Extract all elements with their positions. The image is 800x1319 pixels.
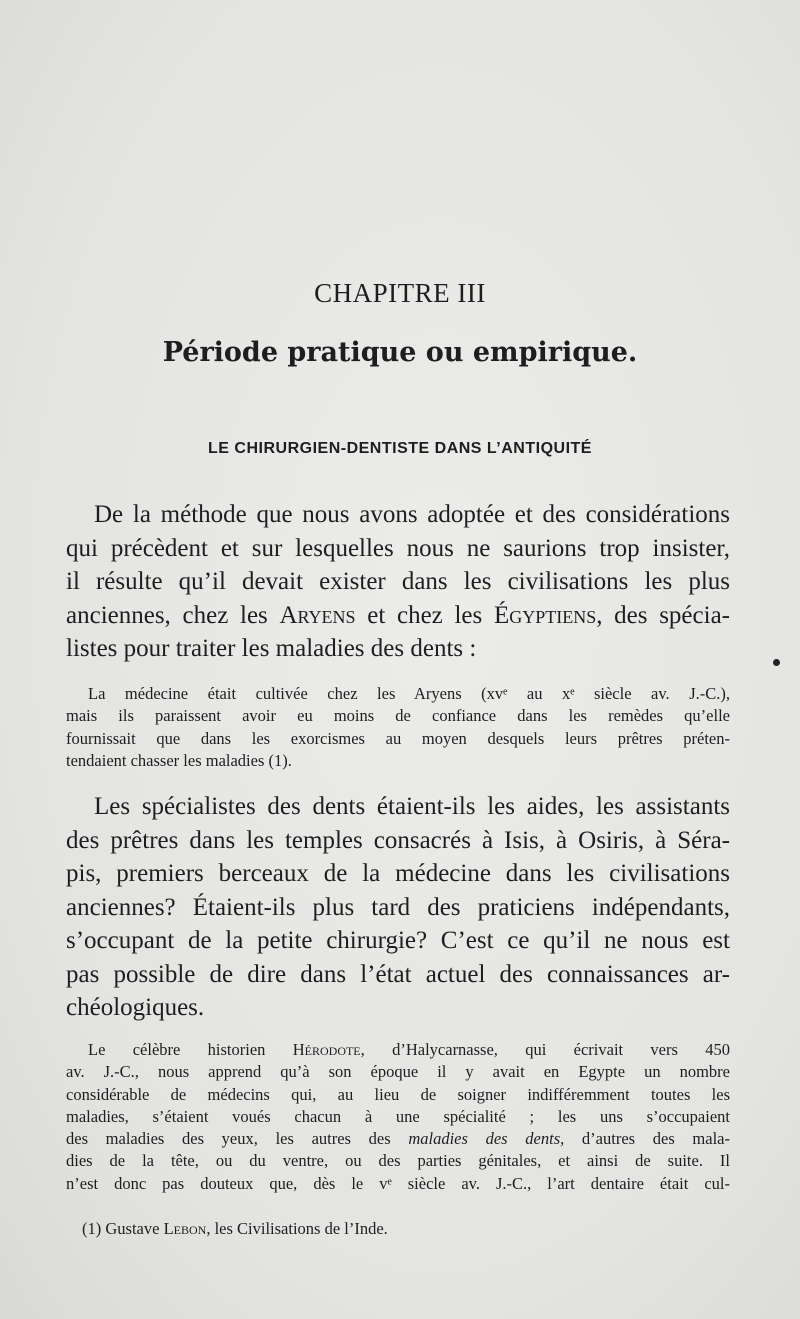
text-run: , les Civilisations de l’Inde.	[206, 1219, 388, 1238]
paragraph-1	[66, 498, 730, 666]
paragraph-line: des prêtres dans les temples consacrés à Isis, à Osiris, à Séra-	[66, 826, 730, 854]
paragraph-4	[66, 1039, 730, 1195]
text-run: d’autres des mala-	[564, 1129, 730, 1149]
paragraph-line: n’est donc pas douteux que, dès le vᵉ siècle av. J.-C., l’art dentaire était cul-	[66, 1173, 730, 1193]
paragraph-line: tendaient chasser les maladies (1).	[66, 750, 292, 770]
paragraph-line: pas possible de dire dans l’état actuel des connaissances ar-	[66, 960, 730, 988]
chapter-title: CHAPITRE III	[314, 278, 486, 308]
paragraph-line: listes pour traiter les maladies des dents :	[66, 635, 477, 662]
text-run: anciennes, chez les	[66, 601, 280, 629]
paragraph-line: mais ils paraissent avoir eu moins de confiance dans les remèdes qu’elle	[66, 706, 730, 726]
paragraph-line	[66, 1128, 730, 1150]
text-run: Le célèbre historien	[88, 1040, 293, 1059]
text-run: (1) Gustave	[82, 1219, 164, 1238]
paragraph-line: fournissait que dans les exorcismes au moyen desquels leurs prêtres préten-	[66, 728, 730, 748]
herodote-name: Hérodote	[292, 1040, 361, 1059]
paragraph-line: dies de la tête, ou du ventre, ou des parties génitales, et ainsi de suite. Il	[66, 1151, 730, 1171]
paragraph-line: anciennes? Étaient-ils plus tard des praticiens indépendants,	[66, 893, 730, 921]
lebon-name: Lebon	[163, 1219, 207, 1238]
paragraph-line: pis, premiers berceaux de la médecine dans les civilisations	[66, 860, 730, 887]
paragraph-line: Les spécialistes des dents étaient-ils les aides, les assistants	[94, 793, 730, 820]
paragraph-line: considérable de médecins qui, au lieu de soigner indifféremment toutes les	[66, 1084, 730, 1104]
period-title: Période pratique ou empirique.	[162, 337, 638, 368]
paragraph-line: maladies, s’étaient voués chacun à une spécialité ; les uns s’occupaient	[66, 1106, 730, 1126]
paragraph-3	[66, 790, 730, 1025]
footnote	[82, 1219, 388, 1239]
text-run: des maladies des yeux, les autres des	[66, 1129, 409, 1149]
text-run: et chez les	[355, 601, 494, 629]
paragraph-2	[66, 683, 730, 772]
margin-dot	[773, 659, 780, 666]
paragraph-line: qui précèdent et sur lesquelles nous ne saurions trop insister,	[66, 534, 730, 562]
paragraph-line	[66, 599, 730, 633]
italic-phrase: maladies des dents,	[408, 1129, 565, 1149]
paragraph-line	[66, 1039, 730, 1061]
paragraph-line: chéologiques.	[66, 994, 205, 1021]
paragraph-line: il résulte qu’il devait exister dans les civilisations les plus	[66, 568, 730, 595]
text-run: , des spécia-	[596, 601, 730, 629]
section-title: LE CHIRURGIEN-DENTISTE DANS L’ANTIQUITÉ	[208, 440, 592, 457]
text-run: , d’Halycarnasse, qui écrivait vers 450	[360, 1040, 730, 1059]
aryens-name: Aryens	[279, 601, 356, 629]
paragraph-line: av. J.-C., nous apprend qu’à son époque il y avait en Egypte un nombre	[66, 1062, 730, 1082]
paragraph-line: De la méthode que nous avons adoptée et des considérations	[94, 501, 730, 528]
egyptiens-name: Égyptiens	[493, 601, 597, 629]
paragraph-line: La médecine était cultivée chez les Aryens (xvᵉ au xᵉ siècle av. J.-C.),	[88, 684, 730, 703]
paragraph-line: s’occupant de la petite chirurgie? C’est ce qu’il ne nous est	[66, 927, 730, 954]
